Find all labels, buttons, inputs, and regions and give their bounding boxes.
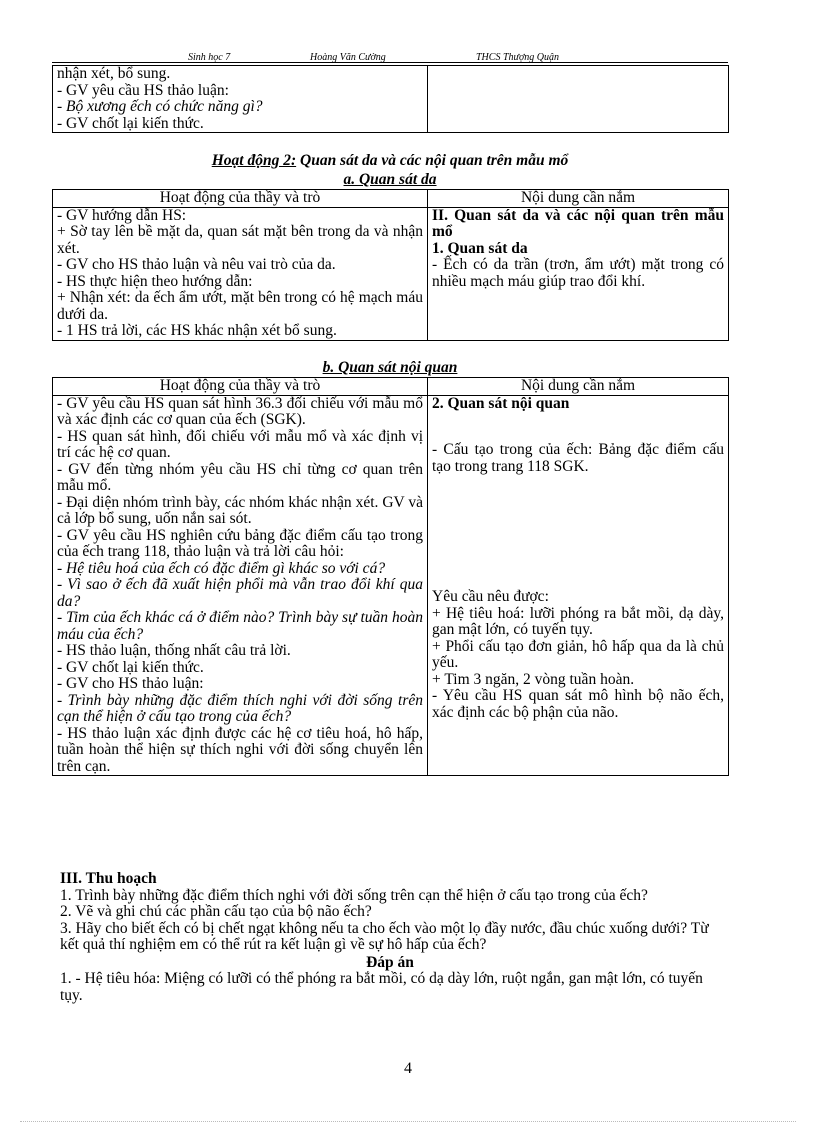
text-line: - 1 HS trả lời, các HS khác nhận xét bổ sung. [57, 322, 337, 339]
content-title: II. Quan sát da và các nội quan trên mẫu mổ [432, 206, 724, 240]
page-bottom-divider [20, 1121, 796, 1122]
question-item: 1. Trình bày những đặc điểm thích nghi với đời sống trên cạn thể hiện ở cấu tạo trong của ếch? [60, 886, 648, 904]
question-line: - Tim của ếch khác cá ở điểm nào? Trình bày sự tuần hoàn máu của ếch? [57, 609, 423, 643]
subheading-b-text: b. Quan sát nội quan [322, 359, 458, 376]
text-line: - GV đến từng nhóm yêu cầu HS chỉ từng cơ quan trên mẫu mổ. [57, 460, 423, 494]
column-header-content: Nội dung cần nắm [428, 190, 729, 208]
text-line: - GV hướng dẫn HS: [57, 206, 187, 224]
organs-content-cell [428, 395, 729, 776]
text-line: - HS thực hiện theo hướng dẫn: [57, 272, 253, 290]
subheading-a-text: a. Quan sát da [343, 171, 437, 188]
question-line: - Hệ tiêu hoá của ếch có đặc điểm gì khác so với cá? [57, 559, 386, 577]
continuation-left-cell [53, 66, 428, 133]
content-text: - Cấu tạo trong của ếch: Bảng đặc điểm cấu tạo trong trang 118 SGK. [432, 441, 724, 475]
organs-activities-cell [53, 395, 428, 776]
skin-activities-cell [53, 207, 428, 340]
continuation-right-cell [428, 66, 729, 133]
text-line: - GV yêu cầu HS nghiên cứu bảng đặc điểm cấu tạo trong của ếch trang 118, thảo luận và trả lời câu hỏi: [57, 526, 423, 560]
requirement-line: + Phổi cấu tạo đơn giản, hô hấp qua da là chủ yếu. [432, 637, 724, 671]
text-line: - HS thảo luận xác định được các hệ cơ tiêu hoá, hô hấp, tuần hoàn thể hiện sự thích nghi với đời sống chuyển lên trên cạn. [57, 724, 423, 775]
text-line: - Đại diện nhóm trình bày, các nhóm khác nhận xét. GV và cả lớp bổ sung, uốn nắn sai sót. [57, 493, 423, 527]
subheading-a [52, 172, 728, 189]
harvest-section [60, 871, 720, 1004]
page-number: 4 [404, 1060, 412, 1077]
skin-table [52, 189, 729, 341]
text-line: - GV cho HS thảo luận: [57, 675, 204, 692]
question-item: 3. Hãy cho biết ếch có bị chết ngạt không nếu ta cho ếch vào một lọ đầy nước, đầu chúc xuống dưới? Từ kết quả thí nghiệm em có thể rút ra kết luận gì về sự hô hấp của ếch? [60, 919, 709, 953]
requirement-line: - Yêu cầu HS quan sát mô hình bộ não ếch, xác định các bộ phận của não. [432, 687, 724, 721]
header-subject: Sinh học 7 [188, 52, 231, 63]
question-line: - Trình bày những đặc điểm thích nghi với đời sống trên cạn thể hiện ở cấu tạo trong của ếch? [57, 691, 423, 725]
column-header-content: Nội dung cần nắm [428, 378, 729, 396]
activity-title: Quan sát da và các nội quan trên mẫu mổ [296, 152, 569, 169]
answer-title: Đáp án [366, 953, 414, 971]
content-text: - Ếch có da trần (trơn, ẩm ướt) mặt trong có nhiều mạch máu giúp trao đổi khí. [432, 256, 724, 290]
requirement-line: + Tim 3 ngăn, 2 vòng tuần hoàn. [432, 670, 635, 688]
activity-heading [52, 153, 728, 170]
header-school: THCS Thượng Quận [476, 52, 560, 63]
text-line: - HS thảo luận, thống nhất câu trả lời. [57, 642, 291, 659]
text-line: - GV yêu cầu HS thảo luận: [57, 81, 229, 99]
answer-text: 1. - Hệ tiêu hóa: Miệng có lưỡi có thể phóng ra bắt mồi, có dạ dày lớn, ruột ngắn, gan mật lớn, có tuyến tụy. [60, 970, 703, 1004]
content-subtitle: 1. Quan sát da [432, 239, 528, 257]
section-title: III. Thu hoạch [60, 870, 157, 887]
activity-label: Hoạt động 2: [211, 152, 297, 169]
text-line: - HS quan sát hình, đối chiếu với mẫu mổ và xác định vị trí các hệ cơ quan. [57, 427, 423, 461]
text-line: - GV yêu cầu HS quan sát hình 36.3 đối chiếu với mẫu mổ và xác định các cơ quan của ếch (SGK). [57, 394, 423, 428]
page-header [52, 50, 728, 63]
text-line: - GV chốt lại kiến thức. [57, 658, 204, 676]
content-title: 2. Quan sát nội quan [432, 394, 570, 412]
question-line: - Bộ xương ếch có chức năng gì? [57, 98, 263, 115]
header-teacher: Hoàng Văn Cường [310, 52, 386, 63]
column-header-activities: Hoạt động của thầy và trò [53, 190, 428, 208]
question-item: 2. Vẽ và ghi chú các phần cấu tạo của bộ não ếch? [60, 903, 372, 920]
text-line: - GV cho HS thảo luận và nêu vai trò của da. [57, 256, 336, 273]
organs-table [52, 377, 729, 776]
column-header-activities: Hoạt động của thầy và trò [53, 378, 428, 396]
text-line: nhận xét, bổ sung. [57, 65, 171, 82]
text-line: - GV chốt lại kiến thức. [57, 114, 204, 132]
continuation-table [52, 65, 729, 133]
subheading-b [52, 360, 728, 377]
text-line: + Sờ tay lên bề mặt da, quan sát mặt bên trong da và nhận xét. [57, 223, 423, 257]
text-line: + Nhận xét: da ếch ẩm ướt, mặt bên trong có hệ mạch máu dưới da. [57, 289, 423, 323]
requirement-line: Yêu cầu nêu được: [432, 588, 549, 605]
question-line: - Vì sao ở ếch đã xuất hiện phổi mà vẫn trao đổi khí qua da? [57, 576, 423, 610]
skin-content-cell [428, 207, 729, 340]
requirement-line: + Hệ tiêu hoá: lưỡi phóng ra bắt mồi, dạ dày, gan mật lớn, có tuyến tụy. [432, 604, 724, 638]
